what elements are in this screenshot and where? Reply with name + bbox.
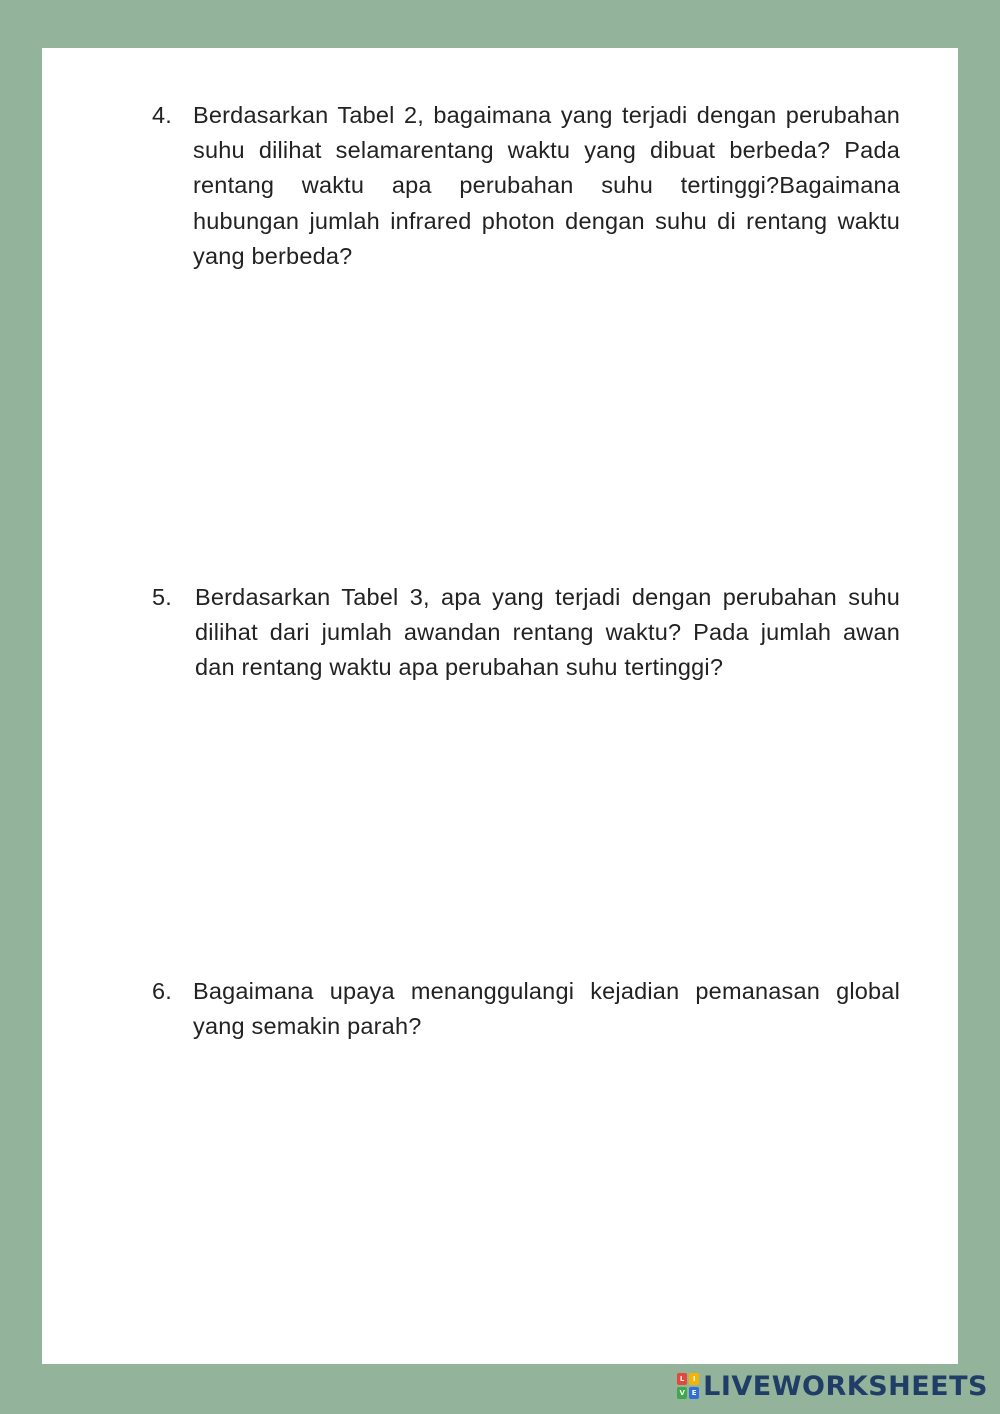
question-4 [152,98,900,274]
question-5 [152,580,900,686]
question-6 [152,974,900,1044]
logo-tile: V [677,1387,687,1399]
question-text: Berdasarkan Tabel 2, bagaimana yang terjadi dengan perubahan suhu dilihat selamarentang waktu yang dibuat berbeda? Pada rentang waktu apa perubahan suhu tertinggi?Bagaimana hubungan jumlah infrared photon dengan suhu di rentang waktu yang berbeda? [193,102,900,269]
liveworksheets-logo-icon [677,1373,699,1399]
logo-tile: I [689,1373,699,1385]
question-number: 4. [152,102,172,128]
brand-name: LIVEWORKSHEETS [703,1370,988,1402]
question-text: Bagaimana upaya menanggulangi kejadian pemanasan global yang semakin parah? [193,978,900,1040]
question-number: 5. [152,584,172,610]
logo-tile: L [677,1373,687,1385]
worksheet-page [42,48,958,1364]
liveworksheets-watermark [677,1366,988,1406]
question-text: Berdasarkan Tabel 3, apa yang terjadi dengan perubahan suhu dilihat dari jumlah awandan rentang waktu? Pada jumlah awan dan rentang waktu apa perubahan suhu tertinggi? [195,584,900,681]
logo-tile: E [689,1387,699,1399]
question-number: 6. [152,978,172,1004]
